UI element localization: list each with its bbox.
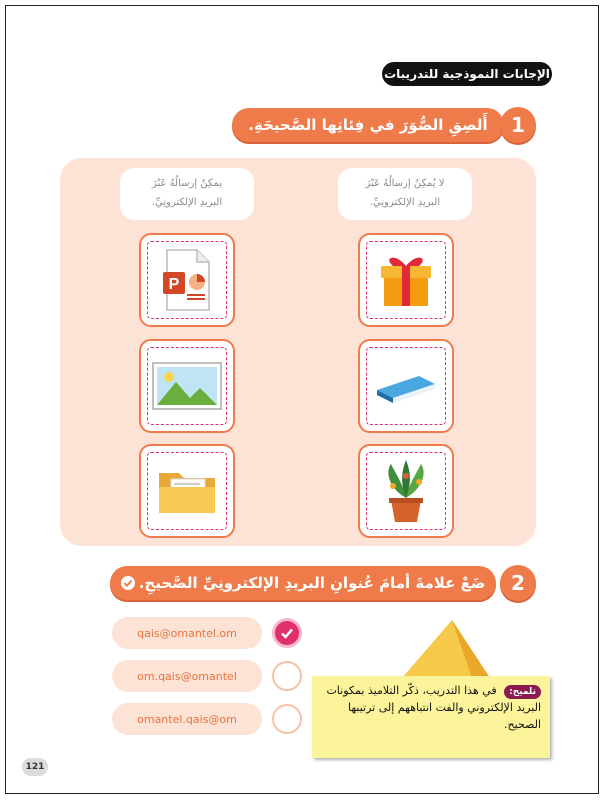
powerpoint-file-icon [157,248,217,312]
card-gift[interactable] [358,233,454,327]
q2-instruction [110,566,496,600]
email-option-1: qais@omantel.om [112,617,262,649]
email-check-3[interactable] [272,704,302,734]
tip-text: في هذا التدريب، ذكّر التلاميذ بمكونات البريد الإلكتروني والفت انتباههم إلى ترتيبها الصحيح. [326,684,541,731]
col-label-can-send [120,168,254,220]
tip-label: تلميح: [504,685,541,699]
potted-plant-icon [379,458,433,524]
card-book[interactable] [358,339,454,433]
check-mark-icon [279,625,295,641]
page-number: 121 [22,758,48,776]
image-file-icon [152,362,222,410]
col-label-cannot-line1: لا يُمكِنُ إرسالُهُ عَبْرَ [365,178,445,189]
answers-badge: الإجابات النموذجية للتدريبات [382,62,552,86]
email-check-1[interactable] [272,618,302,648]
card-powerpoint[interactable] [139,233,235,327]
folder-icon [157,467,217,515]
email-option-3: omantel.qais@om [112,703,262,735]
email-check-2[interactable] [272,661,302,691]
col-label-can-line2: البريدِ الإلكترونِيِّ. [151,197,223,208]
q1-number: 1 [500,107,536,143]
tip-note-body [312,676,550,758]
check-mark-icon [121,576,135,590]
svg-text:P: P [168,276,180,293]
col-label-cannot-send [338,168,472,220]
col-label-cannot-line2: البريدِ الإلكترونِيِّ. [369,197,441,208]
email-option-2: om.qais@omantel [112,660,262,692]
q2-number: 2 [500,565,536,601]
book-icon [373,368,439,404]
card-image[interactable] [139,339,235,433]
tip-note [312,620,552,760]
q1-instruction: أَلصِقِ الصُّوَرَ في فِئاتِها الصَّحيحَةِ. [232,108,504,142]
card-folder[interactable] [139,444,235,538]
gift-box-icon [375,252,437,308]
q2-instruction-text: ضَعْ علامةَ أمامَ عُنوانِ البريدِ الإلكترونِيِّ الصَّحيحِ. [138,574,486,592]
card-plant[interactable] [358,444,454,538]
col-label-can-line1: يمكِنُ إرسالُهُ عَبْرَ [152,178,222,189]
